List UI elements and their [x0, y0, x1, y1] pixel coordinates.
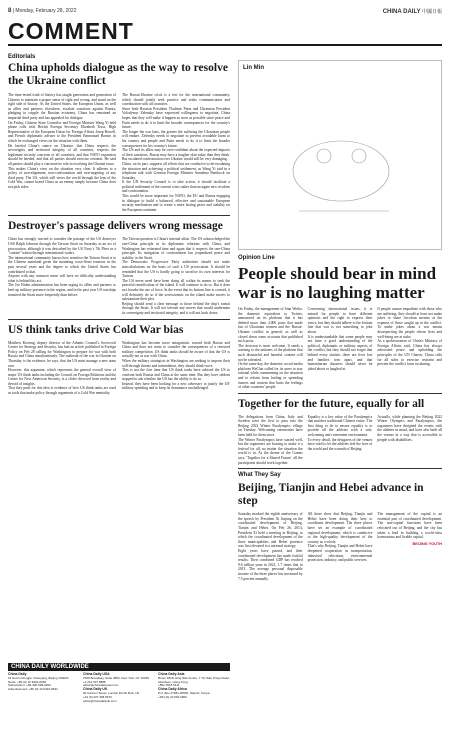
paragraph: As a spokeswoman of China's Ministry of Foreign Affairs said, China has always advocated peace and upholding the principles of the UN Charter. China calls for all sides to exercise restraint and prevent the conflict from escalating. [377, 339, 443, 367]
brand-name: CHINA DAILY [382, 8, 421, 15]
paragraph: That's why Beijing, Tianjin and Hebei have deepened cooperation in transportation, industrial relocation, environmental protection, industry, and public services. [307, 544, 373, 563]
paragraph: Saturday marked the eighth anniversary of the speech by President Xi Jinping on the coordinated development of Beijing, Tianjin and Hebei. On Feb 26, 2014, President Xi held a meeting in Beijing, at which the coordinated development of the three municipalities and Hebei province was first elevated to a national strategy. [238, 512, 303, 549]
paragraph: China has strongly reacted to consider the passage of the US destroyer USS Ralph Johnson through the Taiwan Strait on Saturday as an act of provocation, although it was described by the US Navy's 7th Fleet as a "routine" transit through international waters. [8, 237, 116, 256]
paragraph: When the military strategists in Washington are seeking to impose their will through threats and intimidation, they should think twice. [122, 358, 230, 368]
office-line: +254 (0) 20 692 0900 [158, 694, 187, 699]
paragraph: Equality is a key value of the Paralympics that matches traditional Chinese virtue. The first thing to do to ensure equality is to provide all the athletes with a safe, welcoming and convenient environment. [307, 414, 373, 438]
paragraph: Actually, while planning the Beijing 2022 Winter Olympics and Paralympics, the organizers have designed the events with the athletes in mind, and have also built all the venues in a way that is accessible to people with disabilities. [377, 414, 443, 442]
paragraph: All these show that Beijing, Tianjin and Hebei have been doing their best to coordinate development. The three places have set an example of coordinated regional development, which is conducive to the high-quality development of the country as a whole. [307, 512, 373, 544]
office-line: +1 212 537 8888 [83, 679, 106, 684]
paragraph: To every detail, the designers of the venues have tried to let the athletes feel the love of the world and the warmth of Beijing. [307, 437, 373, 451]
paragraph: Concerning international issues, it is natural for people to have different opinions and the right to express their views, but they should adhere to the bottom line that war is not something to joke about. [307, 307, 373, 334]
opinion-headline: People should bear in mind war is no laughing matter [238, 264, 437, 302]
office-line: +44 (0) 207 398 8270 [83, 694, 112, 699]
office-block [158, 673, 230, 703]
paragraph: If people cannot empathize with those who are suffering, they should at least not make jokes or share frivolous memes at the expense of those caught up in the conflict. To make jokes about a war means disrespecting the people whose lives and well-being are at stake. [377, 307, 443, 339]
opinion-body [238, 307, 442, 390]
paragraph: Anyone with any common sense will have no difficulty understanding what is behind this act. [8, 274, 116, 283]
paragraph: The Taiwan question is China's internal affair. The US acknowledged the one-China principle in its diplomatic relations with China, and Washington has reiterated time and again that it respects the one-China principle. Its instigation of confrontation has jeopardized peace and stability in the Strait. [122, 237, 230, 260]
second-editorial-headline: Destroyer's passage delivers wrong message [8, 220, 223, 233]
office-line: 15 Huixin Dongjie, Chaoyang, Beijing 100029 [8, 675, 69, 680]
footer-worldwide [8, 663, 230, 741]
lead-editorial-body [8, 93, 230, 212]
paragraph: The time-tested truth of history has taught generation and generation of Chinese to maintain a proper sense of right and wrong, and stand on the right side of history. As the United States, the European Union, as well as allies and partners elsewhere, escalate sanctions against Russia, pledging to cripple the Russian economy, China has remained an impartial third party and has appealed for dialogue. [8, 93, 116, 120]
paragraph: That they push for this idea is evidence of how US think tanks are used as tools that make policy through arguments of a Cold War mentality. [8, 386, 116, 396]
office-name: China Daily Asia [158, 672, 185, 676]
paragraph: Since both Russian President Vladimir Putin and Ukrainian President Volodymyr Zelensky have expressed willingness to negotiate, China hopes that they will make it happen as soon as possible since peace and Putin needs to do it to limit the broader consequences for the country's future. [122, 106, 230, 130]
office-block [83, 673, 155, 703]
page-number: 8 [8, 8, 12, 14]
paragraph: On Friday, Chinese State Councilor and Foreign Minister Wang Yi held phone calls with British Foreign Secretary Elizabeth Truss, High Representative of the European Union for Foreign Affairs Josep Borrell, and French diplomatic adviser to the President Emmanuel Bonne, in which he exchanged views on the situation with them. [8, 120, 116, 143]
cartoon-illustration [239, 61, 443, 251]
paragraph: This is not the first time that US think tanks have advised the US to confront both Russia and China at the same time. But they have seldom stopped to ask whether the US has the ability to do so. [122, 368, 230, 382]
paragraph: The delegations from China, Italy and Sweden were the first to pass into the Beijing 2022 Winter Paralympics village on Tuesday. Welcoming ceremonies have been held for them since. [238, 414, 303, 438]
office-line: editor@chinadailyuk.com [83, 698, 117, 703]
page-date: Monday, February 28, 2022 [15, 8, 77, 14]
what-they-say-headline: Beijing, Tianjin and Hebei advance in step [238, 482, 424, 508]
office-name: China Daily [8, 672, 27, 676]
paralympics-body [238, 415, 442, 466]
office-line: News: +86 (0) 10 6491-8366 [8, 679, 47, 684]
paragraph: On the same day, the domestic social media platform WeChat called for its users to stay rational while commenting on the situation and to refrain from fueling or spreading rumors and content that hurts the feelings of other countries' people. [238, 362, 303, 390]
office-name: China Daily UK [83, 687, 108, 692]
office-line: +852 2518 5111 [158, 683, 180, 688]
paragraph: The international community knows how sensitive the Taiwan Strait is to the Chinese mainland given the mounting cross-Strait tensions in the past several years and the degree to which the United States has contributed to that. [8, 255, 116, 274]
paragraph: If the UN Security Council is to take action, it should facilitate a political settlement of the current crisis rather than instigate new rivalries and confrontation. [122, 180, 230, 194]
paragraph: The Democratic Progressive Party authorities should not make miscalculations on the basis of such a US provocation. It should be reminded that the US is hardly going to sacrifice its own interests for Taiwan. [122, 260, 230, 279]
office-line: 90 Cannon Street, London EC4N 6HA, UK [83, 690, 140, 695]
us-cold-war-headline: US think tanks drive Cold War bias [8, 323, 184, 336]
paragraph: This would be more important for NATO, the EU and Russia engaging in dialogue to build a balanced, effective and sustainable European security mechanism and to create a more lasting peace and stability on the European continent. [122, 194, 230, 212]
office-line: Room 1818, Hing Wai Centre, 7 Tin Wan Praya Road, Aberdeen, Hong Kong [158, 675, 230, 684]
paragraph: The US never need have been doing all within its means to seek the peaceful reunification of the island. It will continue to do so. But it does not forsake the use of force. In the event that its bottom line is crossed, it will definitely do so if the secessionists on the island make moves to substantiate their plot. [122, 278, 230, 302]
office-line: editor@chinadailyusa.com [83, 683, 119, 688]
brand [383, 8, 442, 15]
us-cold-war-body [8, 341, 230, 396]
paragraph: It is understandable that some people may not have a good understanding of the political, diplomatic or military aspects of the conflict, but they should not forget that behind every statistic there are lives lost and families torn apart, and that humanitarian disasters should never be joked about or laughed at. [307, 334, 373, 371]
section-header [8, 16, 442, 46]
office-block [8, 673, 80, 703]
paragraph: However, this argument, which represents the general overall view of major US think tanks including the Council on Foreign Relations and the Center for New American Security, is a cliche divorced from reality and devoid of insights. [8, 368, 116, 386]
paralympics-headline: Together for the future, equally for all [238, 397, 425, 410]
paragraph: The Joe Biden administration has been urging its allies and partners to beef up military presence in the region, and in the past year US warships transited the Strait more frequently than before. [8, 283, 116, 297]
cartoon-artist: Lin Min [243, 65, 264, 71]
paragraph: Beijing should send a clear message to those behind the ship's transit through the Strait: It will not tolerate any moves that would undermine its sovereignty and territorial integrity, and it will not back down. [122, 301, 230, 315]
divider [238, 468, 442, 469]
editorial-cartoon [238, 60, 442, 250]
right-column [238, 255, 442, 581]
page-meta: 8 | Monday, February 28, 2022 [8, 8, 77, 14]
office-line: Advertisement: +86 (0) 10 6491-8631 [8, 687, 58, 692]
byline: BEIJING YOUTH [412, 541, 443, 546]
page-topbar [8, 6, 442, 16]
paragraph: He briefed China's stance on Ukraine, that China respects the sovereignty and territorial integrity of all countries, respects the legitimate security concerns of all countries, and that NATO expansion should be heeded, and that all parties should exercise restraint. He said all parties should play a constructive role in resolving the Ukraine issue. [8, 143, 116, 166]
paragraph: Washington has become more antagonistic toward both Russia and China and does not seem to consider the consequences of a renewed military competition. US think tanks should be aware of that the US is actually not at war with China. [122, 340, 230, 359]
paragraph: The management of the capital is an essential part of coordinated development. The non-capital functions have been relocated out of Beijing, and the city has taken a lead in building a world-class harmonious and livable capital. [377, 512, 443, 540]
paragraph: China, on its part, supports all efforts that are conducive to de-escalating the situation and achieving a political settlement, as Wang Yi said in a telephone talk with German Foreign Minister Annalena Baerbock on Saturday. [122, 161, 230, 180]
paragraph: The decision is most welcome. It sends a warning to the netizens of the platform that such distasteful and harmful content will not be tolerated. [238, 343, 303, 362]
paragraph: Matthew Kroenig, deputy director of the Atlantic Council's Scowcroft Center for Strategy and Security, has had an article published in Foreign Policy on Feb 28 calling for Washington to prepare for war with both Russia and China simultaneously. The outbreak of the war in Ukraine on Thursday is the evidence, he says, that the US must manage a new arms race. [8, 340, 116, 368]
opinion-kicker: Opinion Line [238, 255, 275, 261]
paragraph: Instead, they have been looking for a new adversary to justify the US' military spending and to keep its dominance unchallenged. [122, 381, 230, 391]
paragraph: The Russia-Ukraine crisis is a test for the international community, which should jointly seek practice and seeks communication and coordination with all countries. [122, 93, 230, 107]
lead-editorial-headline: China upholds dialogue as the way to resolve the Ukraine conflict [8, 62, 228, 87]
paragraph: This makes China's view on the situation very clear. It adheres to a policy of non-alignment, non-confrontation and non-targeting of any third party. The US, which still views the world through the lens of the Cold War, cannot brand China as an enemy simply because China does not pick sides. [8, 166, 116, 189]
paragraph: The Winter Paralympics have started well, but the organizers are bracing to make it a festival for all, no matter the situation the world is in. As the theme of the Games says, 'Together for a Shared Future', all the participants should work together. [238, 437, 303, 465]
paragraph: The longer the war lasts, the greater the suffering the Ukrainian people will endure. Zelensky needs to negotiate to prevent avoidable harm to his country and people and Putin needs to do it to limit the broader consequences for his country's future. [122, 129, 230, 148]
second-editorial-body [8, 237, 230, 315]
footer-offices [8, 673, 230, 703]
office-name: China Daily USA [83, 672, 110, 676]
divider [8, 319, 230, 320]
divider [8, 215, 230, 216]
paragraph: The US and its allies may be over-confident about the expected impacts of their sanctions. Russia may have a tougher skin today than they think. But escalated confrontation over Ukraine would still be very damaging. [122, 148, 230, 162]
divider [238, 393, 442, 394]
office-name: China Daily Africa [158, 687, 187, 692]
office-line: 1500 Broadway, Suite 2800, New York, NY 10036 [83, 675, 149, 680]
paragraph: Eight years have passed, and their coordinated development has made fruitful results. Their combined GDP has reached 9.6 trillion yuan in 2021, 1.7 times that in 2013. The average personal disposable income of the three places has increased by 7.5 percent annually. [238, 548, 303, 581]
section-title: COMMENT [8, 18, 134, 44]
left-column [8, 54, 230, 396]
what-they-say-kicker: What They Say [238, 472, 281, 479]
what-they-say-body [238, 512, 442, 581]
footer-title: CHINA DAILY WORLDWIDE [8, 663, 230, 671]
office-line: P.O. Box 27281-00506, Nairobi, Kenya [158, 690, 210, 695]
editorials-kicker: Editorials [8, 54, 36, 60]
paragraph: On Friday, the management of Sina Weibo, the domestic equivalent to Twitter, announced on its platform that it has deleted more than 4,000 posts that made fun of Ukrainian women and the Russia-Ukraine conflict in general, as well as closed down some accounts that published such posts. [238, 307, 303, 344]
brand-cn: 中國日報 [421, 8, 442, 15]
office-line: Subscription: +86 400-699-0203 [8, 683, 51, 688]
